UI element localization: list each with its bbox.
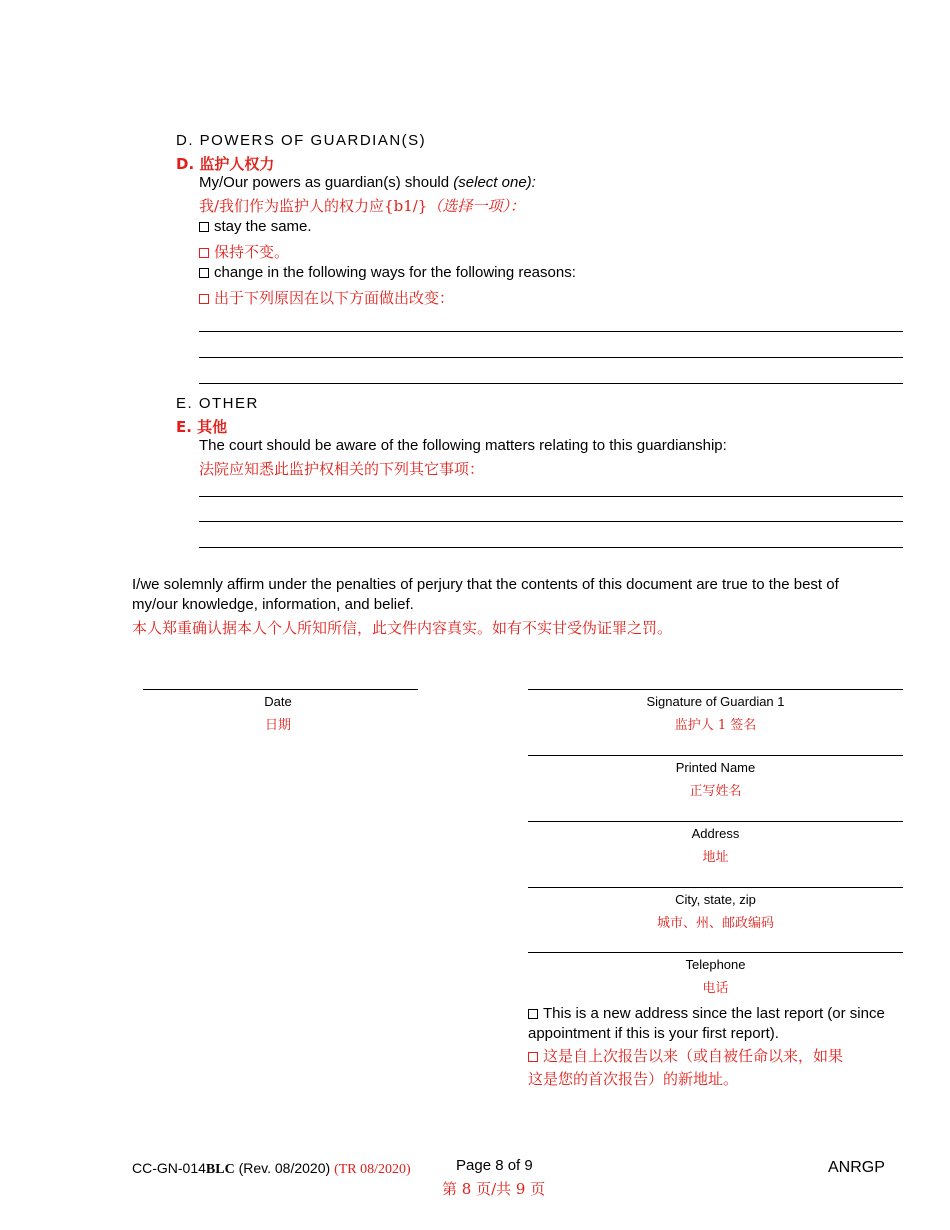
- signature-line[interactable]: [528, 689, 903, 690]
- form-code: CC-GN-014: [132, 1160, 206, 1176]
- section-e-prompt-zh: 法院应知悉此监护权相关的下列其它事项：: [199, 460, 485, 478]
- option-change-zh-label: 出于下列原因在以下方面做出改变：: [214, 289, 455, 307]
- form-number: [132, 1160, 411, 1178]
- section-d-heading: D. POWERS OF GUARDIAN(S): [176, 132, 427, 149]
- write-in-line[interactable]: [199, 521, 903, 522]
- printed-name-label: Printed Name: [675, 760, 756, 775]
- option-stay-same[interactable]: [199, 218, 312, 235]
- city-line[interactable]: [528, 887, 903, 888]
- form-translation-revision: (TR 08/2020): [334, 1162, 411, 1177]
- new-address-option[interactable]: [528, 1005, 885, 1022]
- checkbox-icon[interactable]: [199, 248, 209, 258]
- checkbox-icon[interactable]: [528, 1052, 538, 1062]
- checkbox-icon[interactable]: [199, 294, 209, 304]
- write-in-line[interactable]: [199, 357, 903, 358]
- address-label: Address: [691, 826, 740, 841]
- section-d-prompt-zh-plain: 我/我们作为监护人的权力应{b1/}: [199, 197, 428, 215]
- checkbox-icon[interactable]: [199, 268, 209, 278]
- address-label-zh: 地址: [702, 850, 729, 865]
- write-in-line[interactable]: [199, 547, 903, 548]
- section-d-prompt-plain: My/Our powers as guardian(s) should: [199, 174, 454, 191]
- option-change-zh[interactable]: [199, 287, 454, 308]
- section-e-heading: E. OTHER: [176, 395, 259, 412]
- printed-name-label-zh: 正写姓名: [689, 784, 742, 799]
- new-address-option-zh[interactable]: [528, 1045, 843, 1066]
- section-d-prompt-zh: [199, 195, 525, 216]
- affirmation-line-2: my/our knowledge, information, and belief.: [132, 596, 414, 613]
- write-in-line[interactable]: [199, 496, 903, 497]
- form-revision: (Rev. 08/2020): [234, 1160, 335, 1176]
- affirmation-line-1: I/we solemnly affirm under the penalties of perjury that the contents of this document are true to the best of: [132, 576, 839, 593]
- write-in-line[interactable]: [199, 331, 903, 332]
- telephone-label: Telephone: [685, 957, 746, 972]
- checkbox-icon[interactable]: [528, 1009, 538, 1019]
- option-stay-same-zh[interactable]: [199, 241, 289, 262]
- section-e-prompt: The court should be aware of the following matters relating to this guardianship:: [199, 437, 727, 454]
- section-d-heading-zh: D. 监护人权力: [176, 155, 275, 173]
- signature-label-zh: 监护人 1 签名: [674, 718, 757, 733]
- new-address-zh-line-2: 这是您的首次报告）的新地址。: [528, 1070, 739, 1088]
- address-line[interactable]: [528, 821, 903, 822]
- form-suffix: BLC: [205, 1162, 235, 1177]
- telephone-line[interactable]: [528, 952, 903, 953]
- new-address-line-2: appointment if this is your first report).: [528, 1025, 779, 1042]
- document-code: ANRGP: [828, 1159, 885, 1176]
- option-stay-same-zh-label: 保持不变。: [214, 243, 290, 261]
- page-number: Page 8 of 9: [456, 1157, 533, 1174]
- option-change-label: change in the following ways for the following reasons:: [214, 264, 576, 281]
- section-d-prompt-zh-italic: （选择一项）：: [427, 197, 525, 215]
- option-stay-same-label: stay the same.: [214, 218, 312, 235]
- section-d-prompt: [199, 174, 536, 191]
- section-e-heading-zh: E. 其他: [176, 418, 228, 436]
- telephone-label-zh: 电话: [702, 981, 729, 996]
- section-d-prompt-italic: (select one):: [453, 174, 536, 191]
- signature-label: Signature of Guardian 1: [646, 694, 785, 709]
- new-address-line-1: This is a new address since the last report (or since: [543, 1005, 885, 1022]
- option-change[interactable]: [199, 264, 576, 281]
- city-label-zh: 城市、州、邮政编码: [656, 916, 774, 931]
- checkbox-icon[interactable]: [199, 222, 209, 232]
- printed-name-line[interactable]: [528, 755, 903, 756]
- date-label: Date: [264, 694, 292, 709]
- city-label: City, state, zip: [675, 892, 756, 907]
- write-in-line[interactable]: [199, 383, 903, 384]
- affirmation-zh: 本人郑重确认据本人个人所知所信，此文件内容真实。如有不实甘受伪证罪之罚。: [132, 619, 673, 637]
- date-line[interactable]: [143, 689, 418, 690]
- page-number-zh: 第 8 页/共 9 页: [442, 1180, 546, 1198]
- new-address-zh-line-1: 这是自上次报告以来（或自被任命以来，如果: [543, 1047, 844, 1065]
- date-label-zh: 日期: [264, 718, 291, 733]
